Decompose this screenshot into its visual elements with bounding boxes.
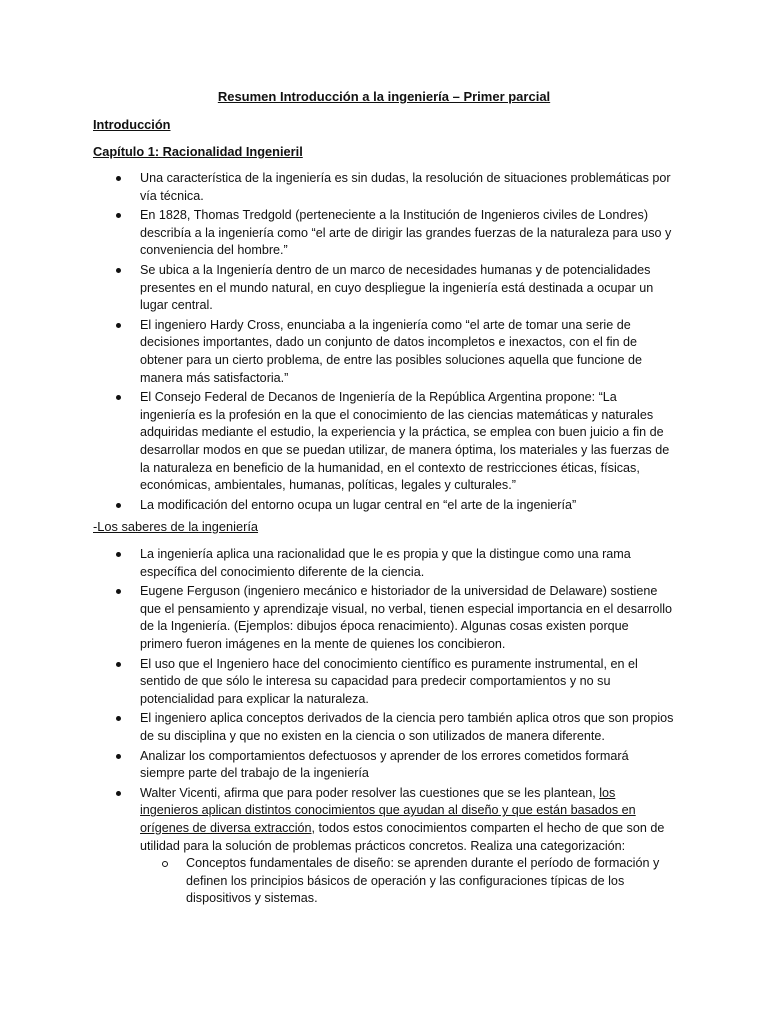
bullet-text: Se ubica a la Ingeniería dentro de un marco de necesidades humanas y de potencialidades presentes en el mundo natural, en cuyo despliegue la ingeniería está destinada a ocupar un lugar central. [140,262,654,313]
bullet-icon [116,662,121,667]
bullet-text: La modificación del entorno ocupa un lugar central en “el arte de la ingeniería” [140,497,577,512]
bullet-text: El uso que el Ingeniero hace del conocimiento científico es puramente instrumental, en el sentido de que sólo le interesa su capacidad para predecir comportamientos y no su potencialidad para explicar la naturaleza. [140,656,638,706]
bullet-icon [116,589,121,594]
bullet-text: El ingeniero aplica conceptos derivados de la ciencia pero también aplica otros que son propios de su disciplina y que no existen en la ciencia o son utilizados de manera diferente. [140,711,674,743]
bullet-icon [116,176,121,181]
bullet-icon [116,716,121,721]
saberes-heading: -Los saberes de la ingeniería [93,519,259,534]
list-item [0,262,674,315]
list-item [0,389,674,495]
bullet-icon [116,754,121,759]
bullet-icon [116,552,121,557]
chapter-1-bullet-list [0,170,674,516]
bullet-icon [116,213,121,218]
list-item [0,656,674,709]
vicenti-sub-list [140,855,674,908]
bullet-text: El Consejo Federal de Decanos de Ingeniería de la República Argentina propone: “La ingeniería es la profesión en la que el conocimiento de las ciencias matemáticas y naturales adquiridas mediante el estudio, la experiencia y la práctica, se emplea con buen juicio a fin de desarrollar modos en que se puedan utilizar, de manera óptima, los materiales y las fuerzas de la naturaleza en beneficio de la humanidad, en el contexto de restricciones éticas, físicas, económicas, ambientales, humanas, políticas, legales y culturales.” [140,390,670,493]
bullet-icon [116,323,121,328]
vicenti-underlined-text: los ingenieros aplican distintos conocimientos que ayudan al diseño y que están basados en orígenes de diversa extracción, [140,785,636,835]
list-item [0,546,674,581]
sub-list-item [139,855,674,908]
bullet-icon [116,268,121,273]
list-item [0,170,674,205]
bullet-icon [116,791,121,796]
document-title: Resumen Introducción a la ingeniería – Primer parcial [217,89,551,104]
chapter-1-heading: Capítulo 1: Racionalidad Ingenieril [93,144,303,159]
list-item [0,710,674,745]
list-item [0,583,674,653]
bullet-text: Una característica de la ingeniería es sin dudas, la resolución de situaciones problemáticas por vía técnica. [140,171,671,203]
list-item [0,497,674,515]
bullet-icon [116,395,121,400]
vicenti-text-before: Walter Vicenti, afirma que para poder resolver las cuestiones que se les plantean, [140,785,600,800]
bullet-icon [116,503,121,508]
bullet-text: La ingeniería aplica una racionalidad que le es propia y que la distingue como una rama específica del conocimiento diferente de la ciencia. [140,547,631,579]
bullet-text: Eugene Ferguson (ingeniero mecánico e historiador de la universidad de Delaware) sostiene que el pensamiento y aprendizaje visual, no verbal, tienen especial importancia en el desarrollo de la Ingeniería. (Ejemplos: dibujos época renacimiento). Algunas cosas existen porque primero fueron imágenes en la mente de quienes los concibieron. [140,584,673,651]
list-item [0,785,674,908]
list-item [0,207,674,260]
list-item [0,748,674,783]
circle-bullet-icon [162,861,168,867]
saberes-bullet-list [0,546,674,910]
bullet-text: En 1828, Thomas Tredgold (perteneciente a la Institución de Ingenieros civiles de Londres) describía a la ingeniería como “el arte de dirigir las grandes fuerzas de la naturaleza para uso y conveniencia del hombre.” [140,208,672,258]
sub-item-text: Conceptos fundamentales de diseño: se aprenden durante el período de formación y definen los principios básicos de operación y las configuraciones típicas de los dispositivos y sistemas. [186,856,660,906]
list-item [0,317,674,387]
vicenti-text-after: todos estos conocimientos comparten el hecho de que son de utilidad para la solución de problemas prácticos concretos. Realiza una categorización: [140,820,665,853]
bullet-text: El ingeniero Hardy Cross, enunciaba a la ingeniería como “el arte de tomar una serie de decisiones importantes, dado un conjunto de datos incompletos e inexactos, con el fin de obtener para un cierto problema, de entre las posibles soluciones aquella que funcione de manera más satisfactoria.” [140,317,642,385]
vicenti-paragraph [140,786,664,853]
introduction-heading: Introducción [93,117,171,132]
bullet-text: Analizar los comportamientos defectuosos y aprender de los errores cometidos formará siempre parte del trabajo de la ingeniería [140,748,629,781]
